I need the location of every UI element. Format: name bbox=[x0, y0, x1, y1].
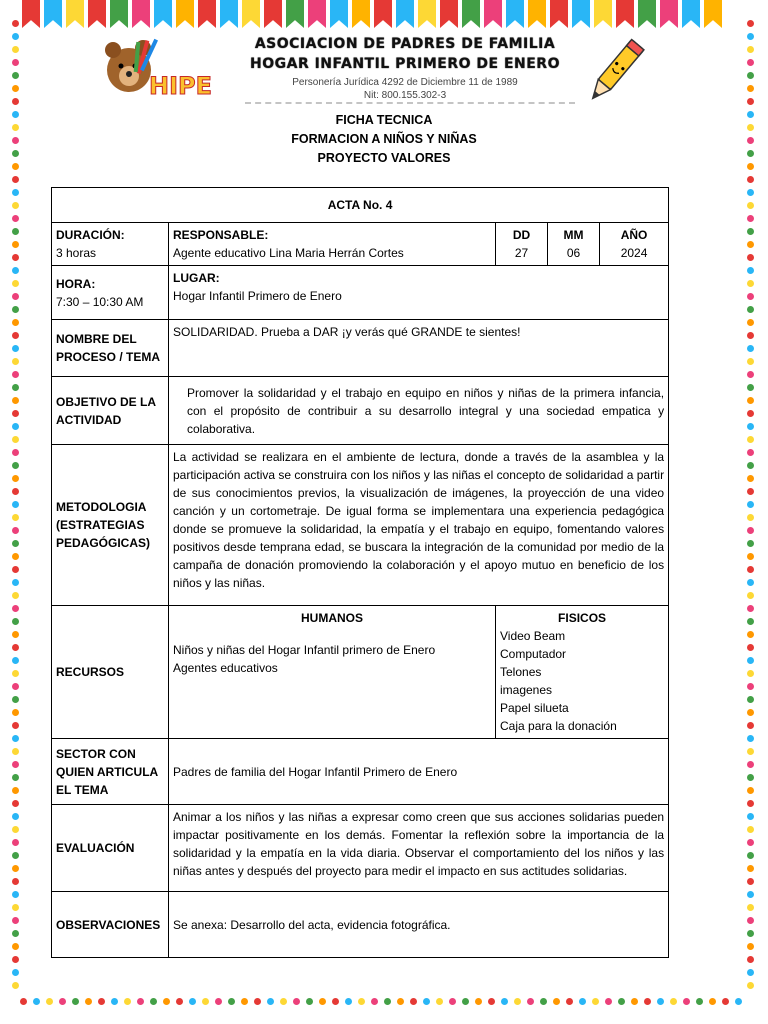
border-dot bbox=[12, 904, 19, 911]
border-dot bbox=[12, 566, 19, 573]
border-dot bbox=[553, 998, 560, 1005]
bottom-dot-border bbox=[20, 998, 742, 1005]
bunting-flag bbox=[330, 0, 348, 28]
border-dot bbox=[566, 998, 573, 1005]
humanos-item: Agentes educativos bbox=[173, 661, 278, 675]
anio-cell bbox=[600, 223, 669, 266]
border-dot bbox=[747, 475, 754, 482]
border-dot bbox=[12, 696, 19, 703]
border-dot bbox=[12, 722, 19, 729]
border-dot bbox=[747, 501, 754, 508]
border-dot bbox=[12, 514, 19, 521]
bunting-flag bbox=[418, 0, 436, 28]
objetivo-value: Promover la solidaridad y el trabajo en equipo en niños y niñas de la primera infancia, con el propósito de contribuir a su desarrollo integral y una sociedad empatica y colaborativa. bbox=[169, 377, 669, 445]
bunting-flag bbox=[396, 0, 414, 28]
border-dot bbox=[747, 72, 754, 79]
border-dot bbox=[747, 878, 754, 885]
border-dot bbox=[12, 85, 19, 92]
humanos-item: Niños y niñas del Hogar Infantil primero de Enero bbox=[173, 643, 436, 657]
border-dot bbox=[12, 644, 19, 651]
border-dot bbox=[501, 998, 508, 1005]
border-dot bbox=[579, 998, 586, 1005]
border-dot bbox=[267, 998, 274, 1005]
border-dot bbox=[72, 998, 79, 1005]
anio-value: 2024 bbox=[620, 246, 648, 260]
bunting-flag bbox=[132, 0, 150, 28]
border-dot bbox=[670, 998, 677, 1005]
border-dot bbox=[747, 176, 754, 183]
border-dot bbox=[12, 488, 19, 495]
border-dot bbox=[12, 579, 19, 586]
border-dot bbox=[747, 20, 754, 27]
objetivo-label: OBJETIVO DE LA ACTIVIDAD bbox=[52, 377, 169, 445]
border-dot bbox=[747, 618, 754, 625]
border-dot bbox=[12, 930, 19, 937]
fisicos-label: FISICOS bbox=[558, 611, 607, 625]
border-dot bbox=[12, 345, 19, 352]
fisicos-item: Computador bbox=[500, 647, 567, 661]
border-dot bbox=[12, 254, 19, 261]
bunting-flag bbox=[88, 0, 106, 28]
border-dot bbox=[46, 998, 53, 1005]
border-dot bbox=[747, 423, 754, 430]
border-dot bbox=[12, 657, 19, 664]
border-dot bbox=[747, 683, 754, 690]
border-dot bbox=[12, 202, 19, 209]
border-dot bbox=[747, 254, 754, 261]
fisicos-item: imagenes bbox=[500, 683, 553, 697]
border-dot bbox=[293, 998, 300, 1005]
bunting-flag bbox=[220, 0, 238, 28]
border-dot bbox=[618, 998, 625, 1005]
fisicos-item: Video Beam bbox=[500, 629, 566, 643]
border-dot bbox=[12, 59, 19, 66]
border-dot bbox=[735, 998, 742, 1005]
border-dot bbox=[12, 20, 19, 27]
bunting-flag bbox=[528, 0, 546, 28]
border-dot bbox=[747, 228, 754, 235]
border-dot bbox=[12, 826, 19, 833]
border-dot bbox=[12, 592, 19, 599]
title-formacion: FORMACION A NIÑOS Y NIÑAS bbox=[291, 132, 477, 146]
fisicos-item: Caja para la donación bbox=[500, 719, 617, 733]
border-dot bbox=[12, 943, 19, 950]
bunting-flag bbox=[264, 0, 282, 28]
teddy-bear-logo bbox=[99, 34, 219, 108]
border-dot bbox=[527, 998, 534, 1005]
border-dot bbox=[747, 592, 754, 599]
anio-label: AÑO bbox=[620, 228, 648, 242]
border-dot bbox=[747, 709, 754, 716]
pencil-icon bbox=[579, 36, 649, 110]
border-dot bbox=[747, 527, 754, 534]
metodologia-label: METODOLOGIA (ESTRATEGIAS PEDAGÓGICAS) bbox=[52, 445, 169, 606]
fisicos-cell bbox=[496, 606, 669, 739]
lugar-cell bbox=[169, 266, 669, 320]
border-dot bbox=[137, 998, 144, 1005]
border-dot bbox=[449, 998, 456, 1005]
border-dot bbox=[747, 748, 754, 755]
title-ficha-tecnica: FICHA TECNICA bbox=[335, 113, 433, 127]
border-dot bbox=[410, 998, 417, 1005]
border-dot bbox=[189, 998, 196, 1005]
border-dot bbox=[12, 410, 19, 417]
responsable-cell bbox=[169, 223, 496, 266]
border-dot bbox=[12, 241, 19, 248]
bunting-flag bbox=[660, 0, 678, 28]
org-name bbox=[245, 34, 565, 74]
border-dot bbox=[747, 605, 754, 612]
border-dot bbox=[12, 228, 19, 235]
border-dot bbox=[747, 826, 754, 833]
bunting-flag bbox=[308, 0, 326, 28]
fisicos-item: Telones bbox=[500, 665, 542, 679]
border-dot bbox=[540, 998, 547, 1005]
border-dot bbox=[176, 998, 183, 1005]
bunting-banner bbox=[22, 0, 746, 32]
responsable-value: Agente educativo Lina Maria Herrán Cortes bbox=[173, 246, 404, 260]
bunting-flag bbox=[594, 0, 612, 28]
border-dot bbox=[12, 774, 19, 781]
border-dot bbox=[747, 293, 754, 300]
border-dot bbox=[12, 215, 19, 222]
border-dot bbox=[423, 998, 430, 1005]
bunting-flag bbox=[638, 0, 656, 28]
lugar-value: Hogar Infantil Primero de Enero bbox=[173, 289, 342, 303]
dd-value: 27 bbox=[514, 246, 529, 260]
border-dot bbox=[12, 605, 19, 612]
border-dot bbox=[12, 280, 19, 287]
border-dot bbox=[747, 514, 754, 521]
border-dot bbox=[280, 998, 287, 1005]
dashed-divider bbox=[245, 102, 575, 104]
border-dot bbox=[12, 33, 19, 40]
border-dot bbox=[59, 998, 66, 1005]
border-dot bbox=[319, 998, 326, 1005]
border-dot bbox=[12, 267, 19, 274]
border-dot bbox=[215, 998, 222, 1005]
border-dot bbox=[644, 998, 651, 1005]
bunting-flag bbox=[22, 0, 40, 28]
border-dot bbox=[747, 813, 754, 820]
bunting-flag bbox=[484, 0, 502, 28]
duracion-value: 3 horas bbox=[56, 246, 97, 260]
bunting-flag bbox=[352, 0, 370, 28]
border-dot bbox=[747, 696, 754, 703]
border-dot bbox=[709, 998, 716, 1005]
border-dot bbox=[12, 969, 19, 976]
border-dot bbox=[747, 215, 754, 222]
bunting-flag bbox=[682, 0, 700, 28]
acta-number: ACTA No. 4 bbox=[52, 188, 669, 223]
border-dot bbox=[228, 998, 235, 1005]
border-dot bbox=[747, 553, 754, 560]
border-dot bbox=[631, 998, 638, 1005]
border-dot bbox=[202, 998, 209, 1005]
hora-value: 7:30 – 10:30 AM bbox=[56, 294, 144, 309]
border-dot bbox=[747, 670, 754, 677]
border-dot bbox=[462, 998, 469, 1005]
border-dot bbox=[12, 293, 19, 300]
bunting-flag bbox=[242, 0, 260, 28]
border-dot bbox=[747, 202, 754, 209]
border-dot bbox=[747, 332, 754, 339]
border-dot bbox=[12, 839, 19, 846]
mm-cell bbox=[548, 223, 600, 266]
humanos-cell bbox=[169, 606, 496, 739]
border-dot bbox=[592, 998, 599, 1005]
border-dot bbox=[12, 449, 19, 456]
border-dot bbox=[12, 46, 19, 53]
border-dot bbox=[475, 998, 482, 1005]
recursos-label: RECURSOS bbox=[52, 606, 169, 739]
border-dot bbox=[747, 436, 754, 443]
border-dot bbox=[747, 800, 754, 807]
border-dot bbox=[747, 943, 754, 950]
dd-cell bbox=[496, 223, 548, 266]
observaciones-label: OBSERVACIONES bbox=[52, 892, 169, 958]
border-dot bbox=[12, 540, 19, 547]
border-dot bbox=[747, 657, 754, 664]
border-dot bbox=[12, 319, 19, 326]
border-dot bbox=[332, 998, 339, 1005]
bunting-flag bbox=[44, 0, 62, 28]
border-dot bbox=[384, 998, 391, 1005]
border-dot bbox=[747, 917, 754, 924]
border-dot bbox=[747, 579, 754, 586]
duracion-label: DURACIÓN: bbox=[56, 228, 125, 242]
border-dot bbox=[12, 735, 19, 742]
bunting-flag bbox=[110, 0, 128, 28]
border-dot bbox=[436, 998, 443, 1005]
border-dot bbox=[12, 683, 19, 690]
border-dot bbox=[12, 501, 19, 508]
sector-value: Padres de familia del Hogar Infantil Primero de Enero bbox=[169, 739, 669, 805]
border-dot bbox=[747, 280, 754, 287]
border-dot bbox=[605, 998, 612, 1005]
border-dot bbox=[747, 371, 754, 378]
bunting-flag bbox=[440, 0, 458, 28]
fisicos-item: Papel silueta bbox=[500, 701, 569, 715]
bunting-flag bbox=[66, 0, 84, 28]
border-dot bbox=[514, 998, 521, 1005]
border-dot bbox=[12, 956, 19, 963]
bunting-flag bbox=[374, 0, 392, 28]
border-dot bbox=[12, 176, 19, 183]
border-dot bbox=[12, 553, 19, 560]
border-dot bbox=[12, 800, 19, 807]
border-dot bbox=[747, 98, 754, 105]
logo-text: HIPE bbox=[149, 72, 212, 100]
border-dot bbox=[12, 189, 19, 196]
evaluacion-value: Animar a los niños y las niñas a expresar como creen que sus acciones solidarias pueden impactar positivamente en los demás. Fomentar la reflexión sobre la importancia de la solidaridad y la empatía en la vida diaria. Observar el comportamiento del los niños y las niñas antes y después del proyecto para medir el impacto en sus actitudes solidarias. bbox=[169, 805, 669, 892]
border-dot bbox=[345, 998, 352, 1005]
border-dot bbox=[12, 371, 19, 378]
border-dot bbox=[747, 722, 754, 729]
border-dot bbox=[12, 384, 19, 391]
border-dot bbox=[747, 735, 754, 742]
border-dot bbox=[111, 998, 118, 1005]
bunting-flag bbox=[286, 0, 304, 28]
border-dot bbox=[12, 306, 19, 313]
border-dot bbox=[747, 774, 754, 781]
border-dot bbox=[150, 998, 157, 1005]
border-dot bbox=[747, 787, 754, 794]
border-dot bbox=[747, 488, 754, 495]
border-dot bbox=[747, 969, 754, 976]
hora-cell bbox=[52, 266, 169, 320]
border-dot bbox=[12, 917, 19, 924]
bunting-flag bbox=[550, 0, 568, 28]
border-dot bbox=[241, 998, 248, 1005]
border-dot bbox=[12, 98, 19, 105]
border-dot bbox=[747, 189, 754, 196]
border-dot bbox=[747, 644, 754, 651]
border-dot bbox=[12, 332, 19, 339]
border-dot bbox=[747, 540, 754, 547]
border-dot bbox=[747, 566, 754, 573]
border-dot bbox=[722, 998, 729, 1005]
border-dot bbox=[747, 930, 754, 937]
border-dot bbox=[12, 852, 19, 859]
border-dot bbox=[747, 397, 754, 404]
border-dot bbox=[747, 449, 754, 456]
border-dot bbox=[747, 358, 754, 365]
humanos-label: HUMANOS bbox=[301, 611, 363, 625]
border-dot bbox=[371, 998, 378, 1005]
acta-table bbox=[51, 187, 669, 958]
border-dot bbox=[747, 85, 754, 92]
border-dot bbox=[747, 410, 754, 417]
nombre-proceso-value: SOLIDARIDAD. Prueba a DAR ¡y verás qué GRANDE te sientes! bbox=[169, 320, 669, 377]
personeria-text: Personería Jurídica 4292 de Diciembre 11 de 1989 bbox=[292, 77, 518, 88]
border-dot bbox=[33, 998, 40, 1005]
border-dot bbox=[747, 462, 754, 469]
border-dot bbox=[12, 72, 19, 79]
border-dot bbox=[12, 865, 19, 872]
letterhead bbox=[95, 30, 655, 112]
bunting-flag bbox=[198, 0, 216, 28]
border-dot bbox=[696, 998, 703, 1005]
border-dot bbox=[12, 618, 19, 625]
bunting-flag bbox=[704, 0, 722, 28]
bunting-flag bbox=[616, 0, 634, 28]
border-dot bbox=[747, 982, 754, 989]
border-dot bbox=[12, 358, 19, 365]
bunting-flag bbox=[572, 0, 590, 28]
border-dot bbox=[747, 761, 754, 768]
border-dot bbox=[98, 998, 105, 1005]
dd-label: DD bbox=[512, 228, 531, 242]
border-dot bbox=[747, 956, 754, 963]
border-dot bbox=[12, 748, 19, 755]
border-dot bbox=[657, 998, 664, 1005]
title-proyecto: PROYECTO VALORES bbox=[317, 151, 451, 165]
border-dot bbox=[747, 46, 754, 53]
border-dot bbox=[747, 891, 754, 898]
border-dot bbox=[254, 998, 261, 1005]
org-line-1: ASOCIACION DE PADRES DE FAMILIA bbox=[254, 36, 556, 52]
nombre-proceso-label: NOMBRE DEL PROCESO / TEMA bbox=[52, 320, 169, 377]
border-dot bbox=[12, 787, 19, 794]
border-dot bbox=[747, 345, 754, 352]
border-dot bbox=[747, 865, 754, 872]
border-dot bbox=[747, 241, 754, 248]
border-dot bbox=[488, 998, 495, 1005]
mm-label: MM bbox=[563, 228, 584, 242]
bunting-flag bbox=[154, 0, 172, 28]
responsable-label: RESPONSABLE: bbox=[173, 228, 269, 242]
border-dot bbox=[12, 761, 19, 768]
metodologia-value: La actividad se realizara en el ambiente de lectura, donde a través de la asamblea y la participación activa se construira con los niños y las niñas el concepto de solidaridad a partir de sus conocimientos previos, la visualización de imágenes, la proyección de una video canción y un cortometraje. De igual forma se implementara una experiencia pedagógica donde se promueve la solidaridad, la empatía y el trabajo en equipo, fomentando valores positivos desde temprana edad, se buscara la integración de la comunidad por medio de la campaña de donación promoviendo la colaboración y el apoyo mutuo en beneficio de los niños y las niñas. bbox=[169, 445, 669, 606]
border-dot bbox=[12, 891, 19, 898]
nit-text: Nit: 800.155.302-3 bbox=[363, 90, 447, 101]
border-dot bbox=[747, 852, 754, 859]
border-dot bbox=[12, 397, 19, 404]
border-dot bbox=[124, 998, 131, 1005]
border-dot bbox=[747, 631, 754, 638]
bunting-flag bbox=[176, 0, 194, 28]
border-dot bbox=[747, 904, 754, 911]
duracion-cell bbox=[52, 223, 169, 266]
border-dot bbox=[85, 998, 92, 1005]
border-dot bbox=[747, 306, 754, 313]
border-dot bbox=[358, 998, 365, 1005]
border-dot bbox=[12, 527, 19, 534]
border-dot bbox=[20, 998, 27, 1005]
border-dot bbox=[12, 631, 19, 638]
border-dot bbox=[306, 998, 313, 1005]
border-dot bbox=[747, 319, 754, 326]
hora-label: HORA: bbox=[56, 276, 96, 291]
border-dot bbox=[12, 982, 19, 989]
border-dot bbox=[12, 475, 19, 482]
evaluacion-label: EVALUACIÓN bbox=[52, 805, 169, 892]
border-dot bbox=[397, 998, 404, 1005]
bunting-flag bbox=[506, 0, 524, 28]
border-dot bbox=[163, 998, 170, 1005]
border-dot bbox=[747, 384, 754, 391]
border-dot bbox=[683, 998, 690, 1005]
border-dot bbox=[12, 709, 19, 716]
lugar-label: LUGAR: bbox=[173, 271, 220, 285]
border-dot bbox=[12, 813, 19, 820]
border-dot bbox=[747, 33, 754, 40]
border-dot bbox=[747, 839, 754, 846]
border-dot bbox=[12, 423, 19, 430]
bunting-flag bbox=[462, 0, 480, 28]
border-dot bbox=[12, 878, 19, 885]
sector-label: SECTOR CON QUIEN ARTICULA EL TEMA bbox=[52, 739, 169, 805]
border-dot bbox=[747, 267, 754, 274]
mm-value: 06 bbox=[566, 246, 581, 260]
border-dot bbox=[747, 59, 754, 66]
right-dot-border bbox=[747, 20, 754, 989]
border-dot bbox=[12, 670, 19, 677]
border-dot bbox=[12, 436, 19, 443]
observaciones-value: Se anexa: Desarrollo del acta, evidencia fotográfica. bbox=[169, 892, 669, 958]
border-dot bbox=[12, 462, 19, 469]
left-dot-border bbox=[12, 20, 19, 989]
org-line-2: HOGAR INFANTIL PRIMERO DE ENERO bbox=[250, 56, 560, 72]
